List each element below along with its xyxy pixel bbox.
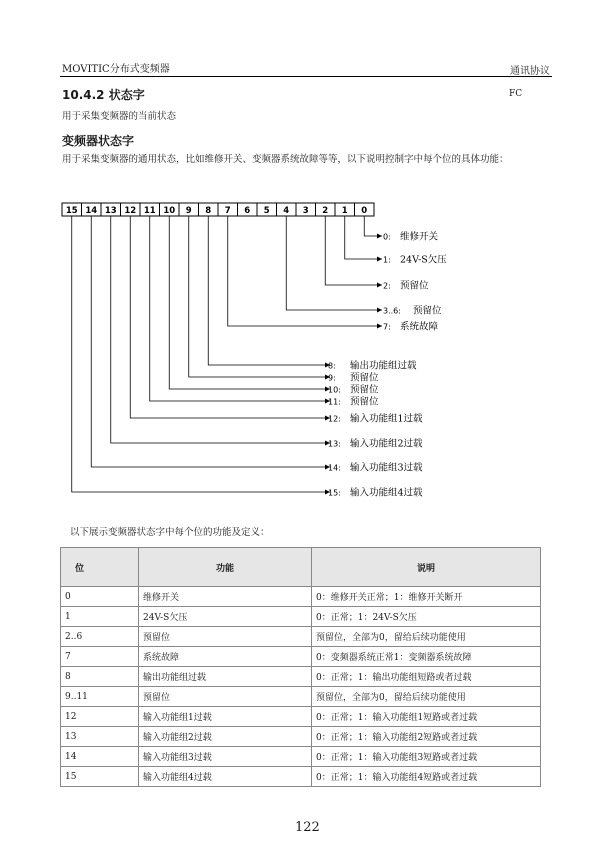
cell-bit: 2..6 — [61, 627, 139, 647]
callout-leader — [91, 216, 330, 467]
callout-label: 24V-S欠压 — [400, 254, 447, 266]
callout-bit-number: 3..6: — [383, 306, 401, 316]
header-product: MOVITIC分布式变频器 — [62, 64, 170, 75]
subsection-body: 用于采集变频器的通用状态，比如维修开关、变频器系统故障等等，以下说明控制字中每个位的具体功能： — [62, 154, 509, 165]
cell-bit: 7 — [61, 647, 139, 667]
cell-description: 预留位，全部为0，留给后续功能使用 — [312, 687, 541, 707]
bit-cells — [62, 203, 374, 216]
table-row — [61, 607, 541, 627]
table-row — [61, 647, 541, 667]
section-description: 用于采集变频器的当前状态 — [62, 111, 177, 122]
callout-leader — [364, 216, 382, 236]
cell-function: 维修开关 — [139, 587, 312, 607]
callout-leader — [345, 216, 382, 259]
callout-bit-number: 2: — [383, 281, 391, 291]
bit-cell-label: 3 — [302, 206, 309, 216]
bit-cell-label: 4 — [283, 206, 290, 216]
table-header-row — [61, 548, 541, 587]
callout-bit-number: 7: — [383, 322, 391, 332]
cell-description: 0：正常；1：24V-S欠压 — [312, 607, 541, 627]
bit-cell-label: 1 — [341, 206, 348, 216]
bit-callouts — [72, 216, 448, 499]
cell-function: 系统故障 — [139, 647, 312, 667]
table-row — [61, 747, 541, 767]
callout-arrowhead — [377, 283, 382, 288]
cell-bit: 13 — [61, 727, 139, 747]
callout-label: 输入功能组3过载 — [350, 462, 423, 474]
cell-description: 预留位，全部为0，留给后续功能使用 — [312, 627, 541, 647]
cell-bit: 15 — [61, 767, 139, 787]
col-header-function: 功能 — [139, 548, 312, 587]
callout-bit-number: 8: — [328, 361, 336, 371]
cell-function: 预留位 — [139, 627, 312, 647]
callout-leader — [130, 216, 330, 418]
header-rule — [60, 76, 552, 77]
bit-cell-label: 12 — [124, 206, 137, 216]
callout-bit-number: 12: — [328, 414, 341, 424]
bit-cell-label: 14 — [85, 206, 98, 216]
callout-label: 预留位 — [413, 305, 442, 317]
cell-function: 输入功能组4过载 — [139, 767, 312, 787]
cell-description: 0：维修开关正常；1：维修开关断开 — [312, 587, 541, 607]
callout-label: 预留位 — [350, 396, 379, 408]
cell-function: 24V-S欠压 — [139, 607, 312, 627]
callout-arrowhead — [377, 234, 382, 239]
bit-cell-label: 13 — [104, 206, 117, 216]
table-row — [61, 627, 541, 647]
callout-bit-number: 14: — [328, 463, 341, 473]
callout-leader — [189, 216, 330, 377]
page-number: 122 — [295, 820, 320, 835]
cell-bit: 14 — [61, 747, 139, 767]
cell-bit: 1 — [61, 607, 139, 627]
bit-cell-label: 5 — [263, 206, 270, 216]
callout-arrowhead — [377, 308, 382, 313]
status-word-bit-diagram — [0, 195, 611, 505]
callout-label: 输入功能组2过载 — [350, 438, 423, 450]
callout-bit-number: 13: — [328, 439, 341, 449]
table-row — [61, 687, 541, 707]
callout-leader — [169, 216, 330, 389]
cell-bit: 0 — [61, 587, 139, 607]
cell-function: 输入功能组1过载 — [139, 707, 312, 727]
col-header-bit: 位 — [61, 548, 139, 587]
callout-leader — [208, 216, 330, 365]
cell-description: 0：正常；1：输入功能组3短路或者过载 — [312, 747, 541, 767]
callout-label: 输入功能组1过载 — [350, 413, 423, 425]
table-intro: 以下展示变频器状态字中每个位的功能及定义： — [70, 527, 270, 538]
cell-function: 输入功能组2过载 — [139, 727, 312, 747]
table-row — [61, 707, 541, 727]
callout-leader — [111, 216, 330, 443]
section-tag: FC — [509, 89, 523, 99]
cell-bit: 12 — [61, 707, 139, 727]
table-row — [61, 667, 541, 687]
table-body — [61, 587, 541, 787]
callout-label: 预留位 — [350, 384, 379, 396]
callout-leader — [325, 216, 382, 285]
callout-bit-number: 15: — [328, 488, 341, 498]
callout-leader — [150, 216, 330, 401]
callout-bit-number: 9: — [328, 373, 336, 383]
cell-bit: 9..11 — [61, 687, 139, 707]
subsection-title: 变频器状态字 — [62, 134, 135, 148]
bit-cell-label: 6 — [244, 206, 251, 216]
callout-arrowhead — [377, 257, 382, 262]
section-title: 10.4.2 状态字 — [62, 88, 145, 102]
cell-function: 预留位 — [139, 687, 312, 707]
cell-description: 0：变频器系统正常1：变频器系统故障 — [312, 647, 541, 667]
callout-label: 维修开关 — [400, 231, 439, 243]
bit-cell-label: 9 — [185, 206, 192, 216]
bit-cell-label: 0 — [361, 206, 368, 216]
callout-leader — [228, 216, 382, 326]
table-row — [61, 767, 541, 787]
callout-bit-number: 1: — [383, 255, 391, 265]
cell-description: 0：正常；1：输入功能组2短路或者过载 — [312, 727, 541, 747]
cell-description: 0：正常；1：输入功能组1短路或者过载 — [312, 707, 541, 727]
cell-description: 0：正常；1：输出功能组短路或者过载 — [312, 667, 541, 687]
header-chapter: 通讯协议 — [510, 66, 550, 77]
callout-arrowhead — [377, 324, 382, 329]
table-row — [61, 727, 541, 747]
bit-cell-label: 8 — [205, 206, 212, 216]
bit-cell-label: 11 — [143, 206, 156, 216]
col-header-description: 说明 — [312, 548, 541, 587]
callout-bit-number: 0: — [383, 232, 391, 242]
bit-cell-label: 7 — [224, 206, 231, 216]
bit-cell-label: 2 — [322, 206, 329, 216]
cell-function: 输出功能组过载 — [139, 667, 312, 687]
callout-label: 预留位 — [400, 280, 429, 292]
cell-bit: 8 — [61, 667, 139, 687]
table-row — [61, 587, 541, 607]
callout-leader — [286, 216, 382, 310]
callout-label: 系统故障 — [400, 321, 439, 333]
callout-label: 输出功能组过载 — [350, 360, 417, 372]
callout-label: 输入功能组4过载 — [350, 487, 423, 499]
cell-description: 0：正常；1：输入功能组4短路或者过载 — [312, 767, 541, 787]
status-bits-table — [60, 547, 541, 787]
callout-bit-number: 11: — [328, 397, 341, 407]
callout-label: 预留位 — [350, 372, 379, 384]
callout-bit-number: 10: — [328, 385, 341, 395]
bit-cell-label: 10 — [163, 206, 176, 216]
bit-cell-label: 15 — [65, 206, 78, 216]
cell-function: 输入功能组3过载 — [139, 747, 312, 767]
